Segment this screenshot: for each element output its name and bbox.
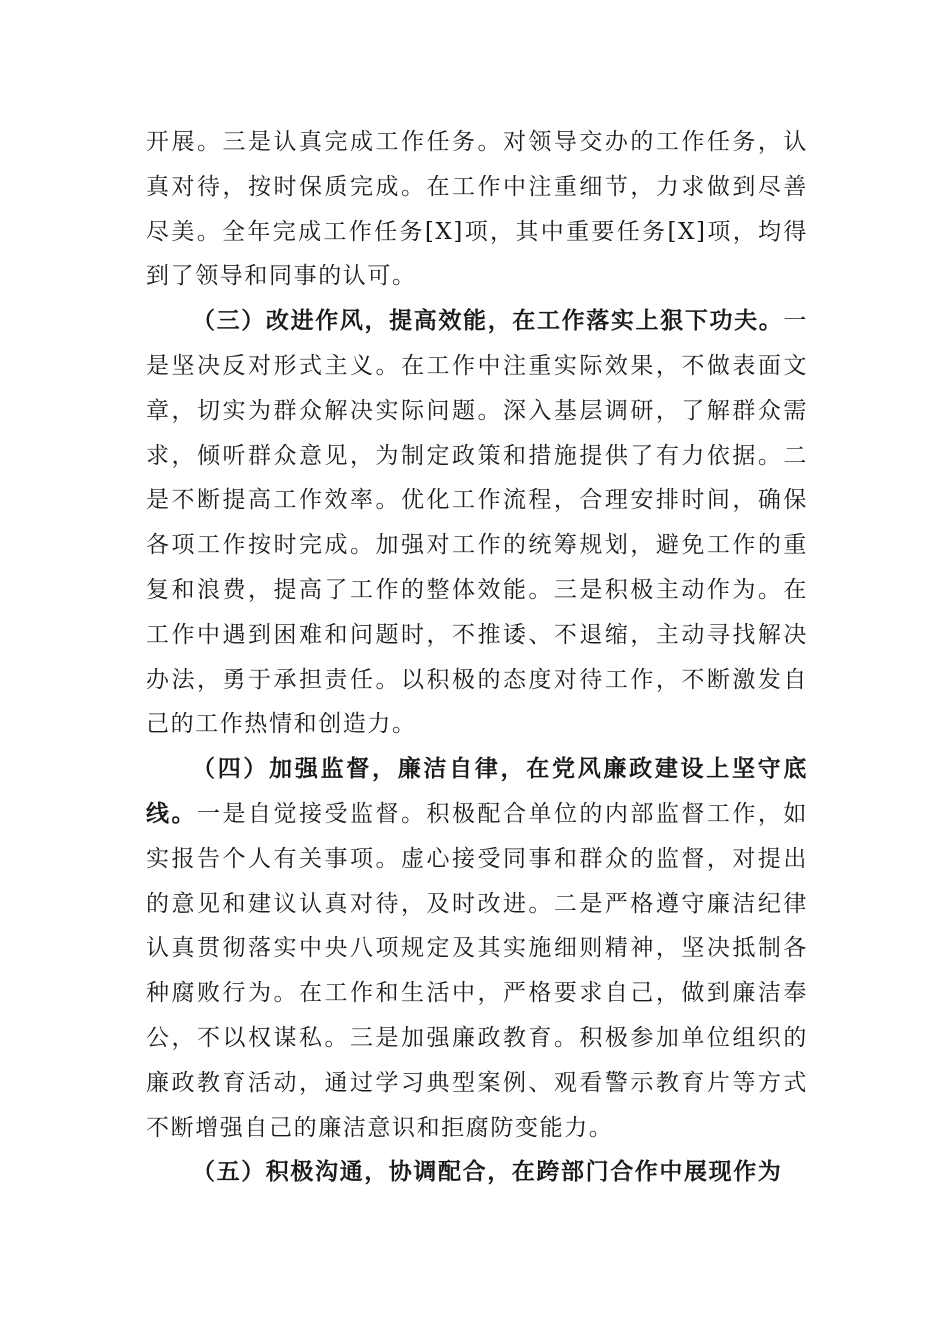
section-heading-3: （三）改进作风，提高效能，在工作落实上狠下功夫。 [192, 307, 784, 335]
document-body [146, 120, 808, 1195]
paragraph-continuation [146, 120, 808, 299]
paragraph-text: 开展。三是认真完成工作任务。对领导交办的工作任务，认真对待，按时保质完成。在工作中注重细节，力求做到尽善尽美。全年完成工作任务[X]项，其中重要任务[X]项，均得到了领导和同事的认可。 [146, 129, 808, 290]
paragraph-section-5 [146, 1150, 808, 1195]
paragraph-text: 一是坚决反对形式主义。在工作中注重实际效果，不做表面文章，切实为群众解决实际问题。深入基层调研，了解群众需求，倾听群众意见，为制定政策和措施提供了有力依据。二是不断提高工作效率。优化工作流程，合理安排时间，确保各项工作按时完成。加强对工作的统筹规划，避免工作的重复和浪费，提高了工作的整体效能。三是积极主动作为。在工作中遇到困难和问题时，不推诿、不退缩，主动寻找解决办法，勇于承担责任。以积极的态度对待工作，不断激发自己的工作热情和创造力。 [146, 308, 808, 738]
section-heading-5: （五）积极沟通，协调配合，在跨部门合作中展现作为 [192, 1158, 783, 1186]
paragraph-text: 一是自觉接受监督。积极配合单位的内部监督工作，如实报告个人有关事项。虚心接受同事和群众的监督，对提出的意见和建议认真对待，及时改进。二是严格遵守廉洁纪律认真贯彻落实中央八项规定及其实施细则精神，坚决抵制各种腐败行为。在工作和生活中，严格要求自己，做到廉洁奉公，不以权谋私。三是加强廉政教育。积极参加单位组织的廉政教育活动，通过学习典型案例、观看警示教育片等方式不断增强自己的廉洁意识和拒腐防变能力。 [146, 800, 808, 1141]
paragraph-section-4 [146, 747, 808, 1150]
paragraph-section-3 [146, 299, 808, 747]
section-heading-4: （四）加强监督，廉洁自律，在党风廉政建设上坚守底线。 [146, 755, 808, 827]
